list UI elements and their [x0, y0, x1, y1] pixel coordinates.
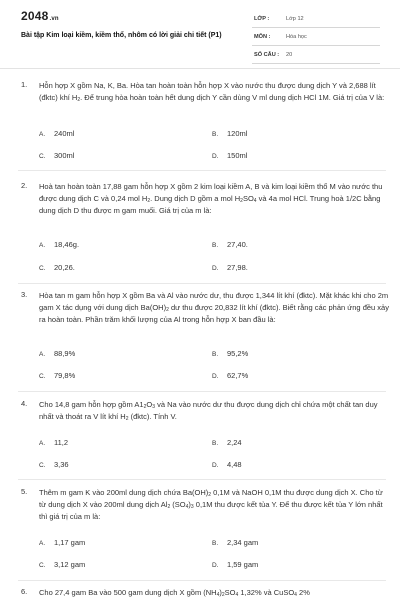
question-divider: [18, 479, 386, 480]
question-text: Cho 14,8 gam hỗn hợp gồm $A1_2O_3$ và Na vào nước dư thu được dung dịch chỉ chứa một chất tan duy nhất và thoát ra V lít khí $H_2$ (đktc). Tính V.: [39, 400, 378, 423]
document-header: [0, 0, 400, 64]
meta-row-count: SỐ CÂU : 20: [252, 46, 380, 64]
option-a[interactable]: A. 18,46g.: [39, 240, 80, 249]
option-b[interactable]: B. 2,24: [212, 438, 242, 447]
option-a[interactable]: A. 240ml: [39, 129, 75, 138]
option-b[interactable]: B. 2,34 gam: [212, 538, 259, 547]
option-c[interactable]: C. 79,8%: [39, 371, 76, 380]
question-text: Thêm m gam K vào 200ml dung dịch chứa $Ba(OH)_2$ 0,1M và NaOH 0,1M thu được dung dịch X. Cho từ từ dung dịch X vào 200ml dung dịch $Al_2$ $(SO_4)_3$ 0,1M thu được kết tủa Y. Để thu được kết tủa Y lớn nhất thì giá trị của m là:: [39, 488, 383, 522]
question-text: Hỗn hợp X gồm Na, K, Ba. Hòa tan hoàn toàn hỗn hợp X vào nước thu được dung dịch Y và 2,688 lít (đktc) khí $H_2$. Để trung hòa hoàn toàn hết dung dịch Y cần dùng V ml dung dịch HCl 1M. Giá trị của V là:: [39, 81, 385, 104]
option-b[interactable]: B. 120ml: [212, 129, 248, 138]
document-title: Bài tập Kim loại kiềm, kiềm thổ, nhôm có lời giải chi tiết (P1): [21, 32, 222, 39]
option-c[interactable]: C. 3,12 gam: [39, 560, 86, 569]
question-divider: [18, 580, 386, 581]
option-d[interactable]: D. 1,59 gam: [212, 560, 259, 569]
question-text: Hòa tan m gam hỗn hợp X gồm Ba và Al vào nước dư, thu được 1,344 lít khí (đktc). Mặt khác khi cho 2m gam X tác dụng với dung dịch $Ba(OH)_2$ dư thu được 20,832 lít khí (đktc). Biết rằng các phản ứng đều xảy ra hoàn toàn. Phần trăm khối lượng của Al trong hỗn hợp X ban đầu là:: [39, 291, 389, 325]
option-d[interactable]: D. 4,48: [212, 460, 242, 469]
option-a[interactable]: A. 88,9%: [39, 349, 76, 358]
option-c[interactable]: C. 3,36: [39, 460, 69, 469]
option-a[interactable]: A. 1,17 gam: [39, 538, 86, 547]
option-d[interactable]: D. 62,7%: [212, 371, 249, 380]
question-divider: [18, 283, 386, 284]
site-logo[interactable]: 2048.vn: [21, 9, 59, 23]
option-a[interactable]: A. 11,2: [39, 438, 69, 447]
header-divider: [0, 68, 400, 69]
option-b[interactable]: B. 95,2%: [212, 349, 249, 358]
question-text: Hoà tan hoàn toàn 17,88 gam hỗn hợp X gồm 2 kim loại kiềm A, B và kim loại kiềm thổ M vào nước thu được dung dịch C và 0,24 mol $H_2$. Dung dịch D gồm a mol $H_2SO_4$ và 4a mol HCl. Trung hoà 1/2C bằng dung dịch D thu được m gam muối. Giá trị của m là:: [39, 182, 383, 216]
question-divider: [18, 391, 386, 392]
meta-row-subject: MÔN : Hóa học: [252, 28, 380, 46]
question-divider: [18, 170, 386, 171]
option-c[interactable]: C. 300ml: [39, 151, 75, 160]
meta-row-class: LỚP : Lớp 12: [252, 10, 380, 28]
meta-table: [252, 10, 380, 64]
question-text: Cho 27,4 gam Ba vào 500 gam dung dịch X gồm $(NH_4)_2SO_4$ 1,32% và CuSO$_4$ 2%: [39, 588, 310, 598]
option-b[interactable]: B. 27,40.: [212, 240, 248, 249]
option-d[interactable]: D. 27,98.: [212, 263, 248, 272]
option-c[interactable]: C. 20,26.: [39, 263, 75, 272]
option-d[interactable]: D. 150ml: [212, 151, 248, 160]
